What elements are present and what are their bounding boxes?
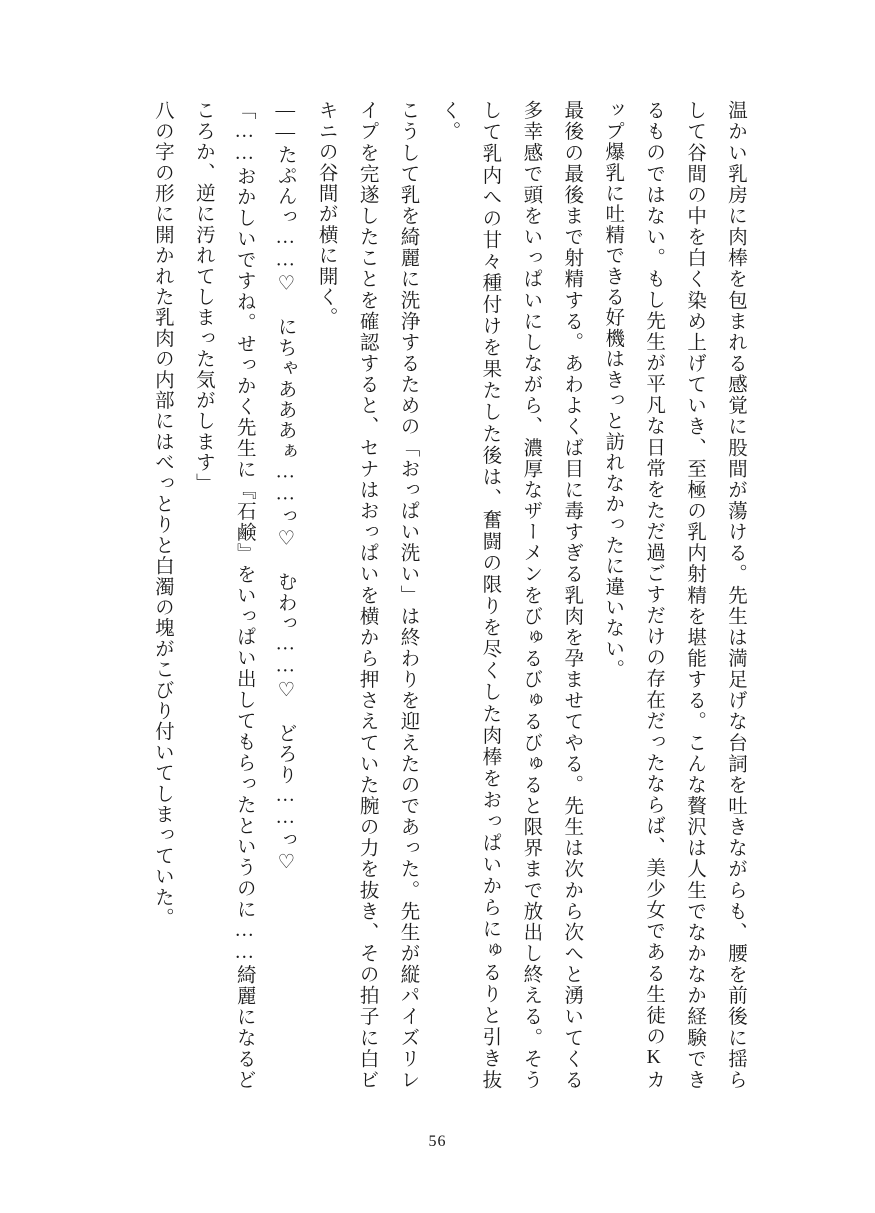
paragraph: 温かい乳房に肉棒を包まれる感覚に股間が蕩ける。先生は満足げな台詞を吐きながらも、腰を前後に揺らして谷間の中を白く染め上げていき、至極の乳内射精を堪能する。こんな贅沢は人生でなかなか経験できるものではない。もし先生が平凡な日常をただ過ごすだけの存在だったならば、美少女である生徒のKカップ爆乳に吐精できる好機はきっと訪れなかったに違いない。 <box>602 100 746 1090</box>
paragraph: こうして乳を綺麗に洗浄するための「おっぱい洗い」は終わりを迎えたのであった。先生が縦パイズリレイプを完遂したことを確認すると、セナはおっぱいを横から押さえていた腕の力を抜き、その拍子に白ビキニの谷間が横に開く。 <box>315 100 419 1090</box>
page-number: 56 <box>428 1133 447 1150</box>
paragraph: ——たぷんっ……♡ にちゃあああぁ……っ♡ むわっ……♡ どろり……っ♡ <box>274 100 296 875</box>
paragraph: 八の字の形に開かれた乳肉の内部にはべっとりと白濁の塊がこびり付いてしまっていた。 <box>151 100 173 928</box>
body-text-block <box>120 100 755 1090</box>
paragraph: 「……おかしいですね。せっかく先生に『石鹸』をいっぱい出してもらったというのに……綺麗になるどころか、逆に汚れてしまった気がします」 <box>192 100 255 1090</box>
paragraph: 最後の最後まで射精する。あわよくば目に毒すぎる乳肉を孕ませてやる。先生は次から次へと湧いてくる多幸感で頭をいっぱいにしながら、濃厚なザーメンをびゅるびゅるびゅると限界まで放出し終える。そうして乳内への甘々種付けを果たした後は、奮闘の限りを尽くした肉棒をおっぱいからにゅるりと引き抜く。 <box>438 100 583 1090</box>
